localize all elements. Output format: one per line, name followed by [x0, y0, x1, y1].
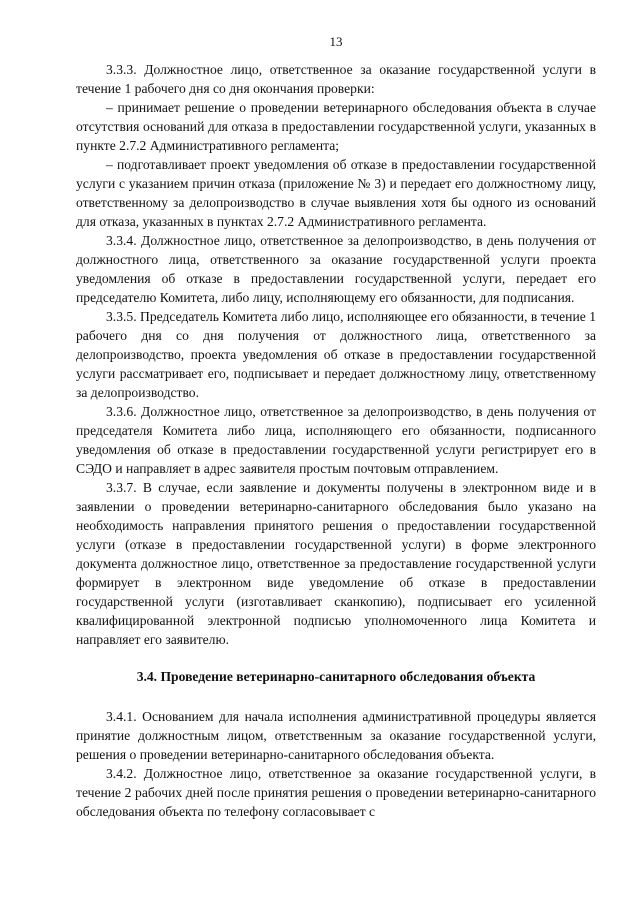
paragraph-3-3-7: 3.3.7. В случае, если заявление и документы получены в электронном виде и в заявлении о проведении ветеринарно-санитарного обследования было указано на необходимость направления принятого решения о предоставлении государственной услуги (отказе в предоставлении государственной услуги) в форме электронного документа должностное лицо, ответственное за предоставление государственной услуги формирует в электронном виде уведомление об отказе в предоставлении государственной услуги (изготавливает сканкопию), подписывает его усиленной квалифицированной электронной подписью уполномоченного лица Комитета и направляет его заявителю.	[76, 480, 596, 647]
paragraph-3-3-6: 3.3.6. Должностное лицо, ответственное за делопроизводство, в день получения от председателя Комитета либо лица, исполняющего его обязанности, подписанного уведомления об отказе в предоставлении государственной услуги регистрирует его в СЭДО и направляет в адрес заявителя простым почтовым отправлением.	[76, 404, 596, 476]
paragraph-3-3-4: 3.3.4. Должностное лицо, ответственное за делопроизводство, в день получения от должностного лица, ответственного за оказание государственной услуги проекта уведомления об отказе в предоставлении государственной услуги, передает его председателю Комитета, либо лицу, исполняющему его обязанности, для подписания.	[76, 233, 596, 305]
paragraph-3-3-5: 3.3.5. Председатель Комитета либо лицо, исполняющее его обязанности, в течение 1 рабочего дня со дня получения от должностного лица, ответственного за делопроизводство, проекта уведомления об отказе в предоставлении государственной услуги рассматривает его, подписывает и передает должностному лицу, ответственному за делопроизводство.	[76, 309, 596, 400]
paragraph-3-3-3: 3.3.3. Должностное лицо, ответственное за оказание государственной услуги в течение 1 рабочего дня со дня окончания проверки:	[76, 62, 596, 96]
document-page	[76, 34, 596, 821]
paragraph-3-4-1: 3.4.1. Основанием для начала исполнения административной процедуры является принятие должностным лицом, ответственным за оказание государственной услуги, решения о проведении ветеринарно-санитарного обследования объекта.	[76, 709, 596, 762]
list-item-decision: – принимает решение о проведении ветеринарного обследования объекта в случае отсутствия оснований для отказа в предоставлении государственной услуги, указанных в пункте 2.7.2 Административного регламента;	[76, 100, 596, 153]
section-heading-3-4: 3.4. Проведение ветеринарно-санитарного обследования объекта	[136, 669, 536, 684]
paragraph-3-4-2: 3.4.2. Должностное лицо, ответственное за оказание государственной услуги, в течение 2 рабочих дней после принятия решения о проведении ветеринарно-санитарного обследования объекта по телефону согласовывает с	[76, 766, 596, 819]
list-item-prepare-notice: – подготавливает проект уведомления об отказе в предоставлении государственной услуги с указанием причин отказа (приложение № 3) и передает его должностному лицу, ответственному за делопроизводство в случае выявления хотя бы одного из оснований для отказа, указанных в пунктах 2.7.2 Административного регламента.	[76, 157, 596, 229]
page-number: 13	[329, 34, 343, 49]
